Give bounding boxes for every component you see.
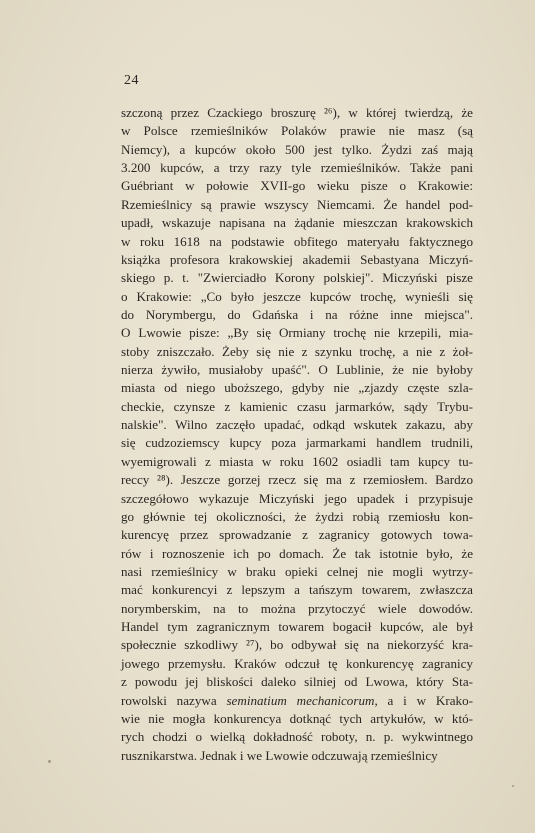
text-line: się cudzoziemscy kupcy poza jarmarkami handlem trudnili, (121, 435, 473, 451)
text-line: rych chodzi o wielką dokładność roboty, n. p. wykwintnego (121, 729, 473, 745)
text-line: rowolski nazywa seminatium mechanicorum, a i w Krako- (121, 692, 473, 708)
text-line: społecznie szkodliwy ²⁷), bo odbywał się na niekorzyść kra- (121, 637, 473, 653)
text-line: Guébriant w połowie XVII-go wieku pisze o Krakowie: (121, 178, 473, 194)
text-line: Rzemieślnicy są prawie wszyscy Niemcami. Że handel pod- (121, 196, 473, 212)
text-line: do Norymbergu, do Gdańska i na różne inne miejsca". (121, 306, 473, 322)
text-line: wyemigrowali z miasta w roku 1602 osiadli tam kupcy tu- (121, 453, 473, 469)
text-line: 3.200 kupców, a trzy razy tyle rzemieślników. Także pani (121, 160, 473, 176)
text-line: wie nie mogła konkurencya dotknąć tych artykułów, w któ- (121, 710, 473, 726)
text-line: miasta od niego uboższego, gdyby nie „zjazdy częste szla- (121, 380, 473, 396)
text-line: Handel tym zagranicznym towarem bogacił kupców, ale był (121, 619, 473, 635)
text-line: nalskie". Wilno zaczęło upadać, odkąd wskutek zakazu, aby (121, 417, 473, 433)
text-line: Niemcy), a kupców około 500 jest tylko. Żydzi zaś mają (121, 141, 473, 157)
text-line: nasi rzemieślnicy w braku opieki celnej nie mogli wytrzy- (121, 563, 473, 579)
text-line: go głównie tej okoliczności, że żydzi robią rzemiosłu kon- (121, 508, 473, 524)
page-number: 24 (124, 73, 139, 88)
text-line: skiego p. t. "Zwierciadło Korony polskiej". Miczyński pisze (121, 270, 473, 286)
text-line: w roku 1618 na podstawie obfitego materyału faktycznego (121, 233, 473, 249)
text-line: kurencyę przez sprowadzanie z zagranicy gotowych towa- (121, 527, 473, 543)
paper-speck (512, 785, 514, 787)
text-line: rusznikarstwa. Jednak i we Lwowie odczuwają rzemieślnicy (121, 747, 438, 763)
text-line: upadł, wskazuje napisana na żądanie mieszczan krakowskich (121, 215, 473, 231)
text-line: nierza żywiło, musiałoby upaść". O Lublinie, że nie byłoby (121, 362, 473, 378)
text-line: checkie, czynsze z kamienic czasu jarmarków, sądy Trybu- (121, 398, 473, 414)
text-line: z powodu jej bliskości daleko silniej od Lwowa, który Sta- (121, 674, 473, 690)
text-line: stoby zniszczało. Żeby się nie z szynku trochę, a nie z żoł- (121, 343, 473, 359)
text-line: książka profesora krakowskiej akademii Sebastyana Miczyń- (121, 251, 473, 267)
text-line: szczoną przez Czackiego broszurę ²⁶), w której twierdzą, że (121, 105, 473, 120)
body-text (121, 104, 473, 765)
text-line: jowego przemysłu. Kraków odczuł tę konkurencyę zagranicy (121, 655, 473, 671)
text-line: rów i roznoszenie ich po domach. Że tak istotnie było, że (121, 545, 473, 561)
text-line: mać konkurencyi z lepszym a tańszym towarem, zwłaszcza (121, 582, 473, 598)
paper-speck (48, 760, 51, 763)
italic-phrase: seminatium mechanicorum (226, 692, 375, 708)
text-line: O Lwowie pisze: „By się Ormiany trochę nie krzepili, mia- (121, 325, 473, 341)
text-line: o Krakowie: „Co było jeszcze kupców trochę, wynieśli się (121, 288, 473, 304)
text-line: norymberskim, na to można przytoczyć wiele dowodów. (121, 600, 473, 616)
text-line: w Polsce rzemieślników Polaków prawie nie masz (są (121, 123, 473, 139)
text-line: reccy ²⁸). Jeszcze gorzej rzecz się ma z rzemiosłem. Bardzo (121, 472, 473, 488)
text-line: szczegółowo wykazuje Miczyński jego upadek i przypisuje (121, 490, 473, 506)
